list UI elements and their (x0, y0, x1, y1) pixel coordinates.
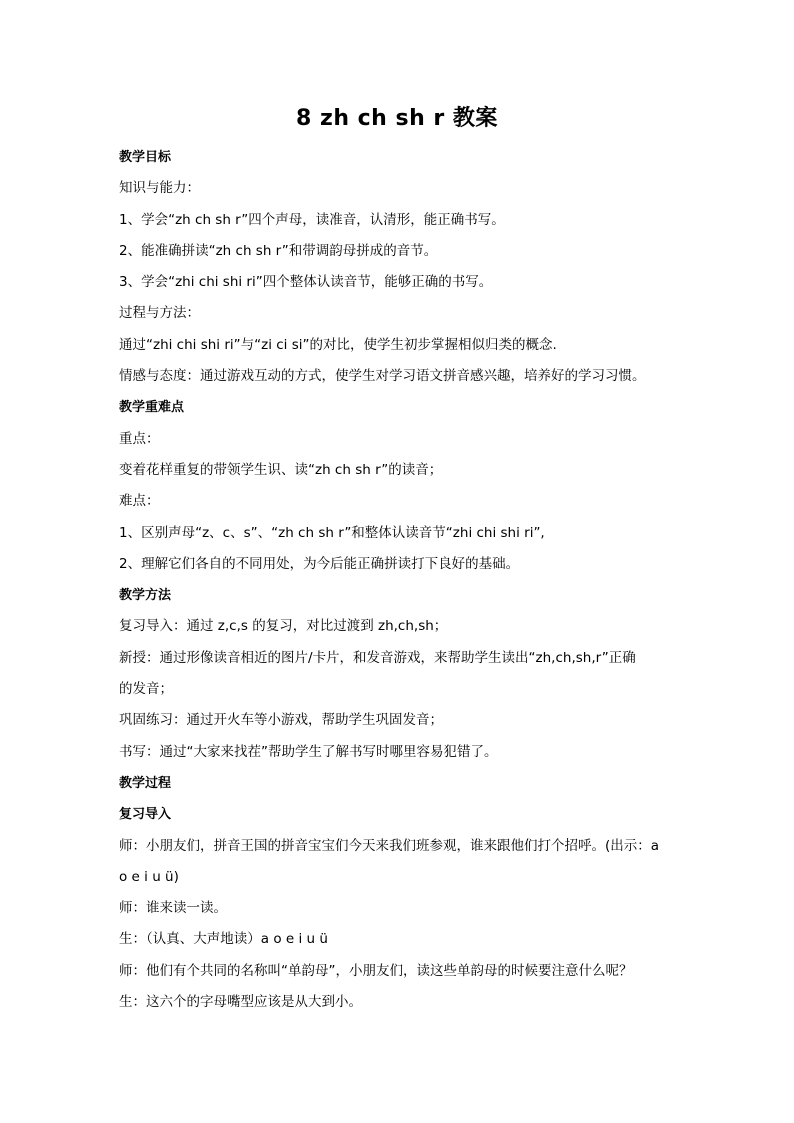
text-line: 通过“zhi chi shi ri”与“zi ci si”的对比，使学生初步掌握相似归类的概念. (119, 336, 557, 353)
text-line: 难点： (119, 493, 160, 510)
text-line: 生：（认真、大声地读）a o e i u ü (119, 931, 328, 948)
text-line: 生：这六个的字母嘴型应该是从大到小。 (119, 994, 362, 1011)
text-line: 2、理解它们各自的不同用处，为今后能正确拼读打下良好的基础。 (119, 555, 520, 572)
text-line: 师：谁来读一读。 (119, 900, 227, 917)
text-line: 师：他们有个共同的名称叫“单韵母”，小朋友们，读这些单韵母的时候要注意什么呢？ (119, 962, 633, 979)
text-line: o e i u ü) (119, 868, 179, 885)
text-line: 1、区别声母“z、c、s”、“zh ch sh r”和整体认读音节“zhi chi shi ri”, (119, 524, 545, 541)
section-heading: 教学过程 (119, 775, 172, 791)
text-line: 过程与方法： (119, 305, 200, 322)
text-line: 巩固练习：通过开火车等小游戏，帮助学生巩固发音； (119, 712, 443, 729)
text-line: 的发音； (119, 681, 173, 698)
section-heading: 教学方法 (119, 588, 172, 604)
page-title: 8 zh ch sh r 教案 (296, 106, 498, 131)
text-line: 复习导入：通过 z,c,s 的复习，对比过渡到 zh,ch,sh； (119, 618, 448, 635)
text-line: 2、能准确拼读“zh ch sh r”和带调韵母拼成的音节。 (119, 242, 438, 259)
section-heading: 教学目标 (119, 150, 172, 165)
text-line: 知识与能力： (119, 180, 200, 197)
text-line: 师：小朋友们，拼音王国的拼音宝宝们今天来我们班参观，谁来跟他们打个招呼。(出示：a (119, 837, 660, 854)
document-body (119, 142, 679, 1018)
text-line: 重点： (119, 430, 160, 447)
text-line: 新授：通过形像读音相近的图片/卡片，和发音游戏，来帮助学生读出“zh,ch,sh,r”正确 (119, 649, 636, 666)
text-line: 3、学会“zhi chi shi ri”四个整体认读音节，能够正确的书写。 (119, 274, 493, 291)
text-line: 书写：通过“大家来找茬”帮助学生了解书写时哪里容易犯错了。 (119, 743, 498, 760)
section-heading: 教学重难点 (119, 400, 185, 416)
section-heading: 复习导入 (119, 807, 172, 823)
text-line: 情感与态度：通过游戏互动的方式，使学生对学习语文拼音感兴趣，培养好的学习习惯。 (119, 368, 646, 385)
text-line: 变着花样重复的带领学生识、读“zh ch sh r”的读音； (119, 461, 443, 478)
text-line: 1、学会“zh ch sh r”四个声母，读准音，认清形，能正确书写。 (119, 211, 505, 228)
